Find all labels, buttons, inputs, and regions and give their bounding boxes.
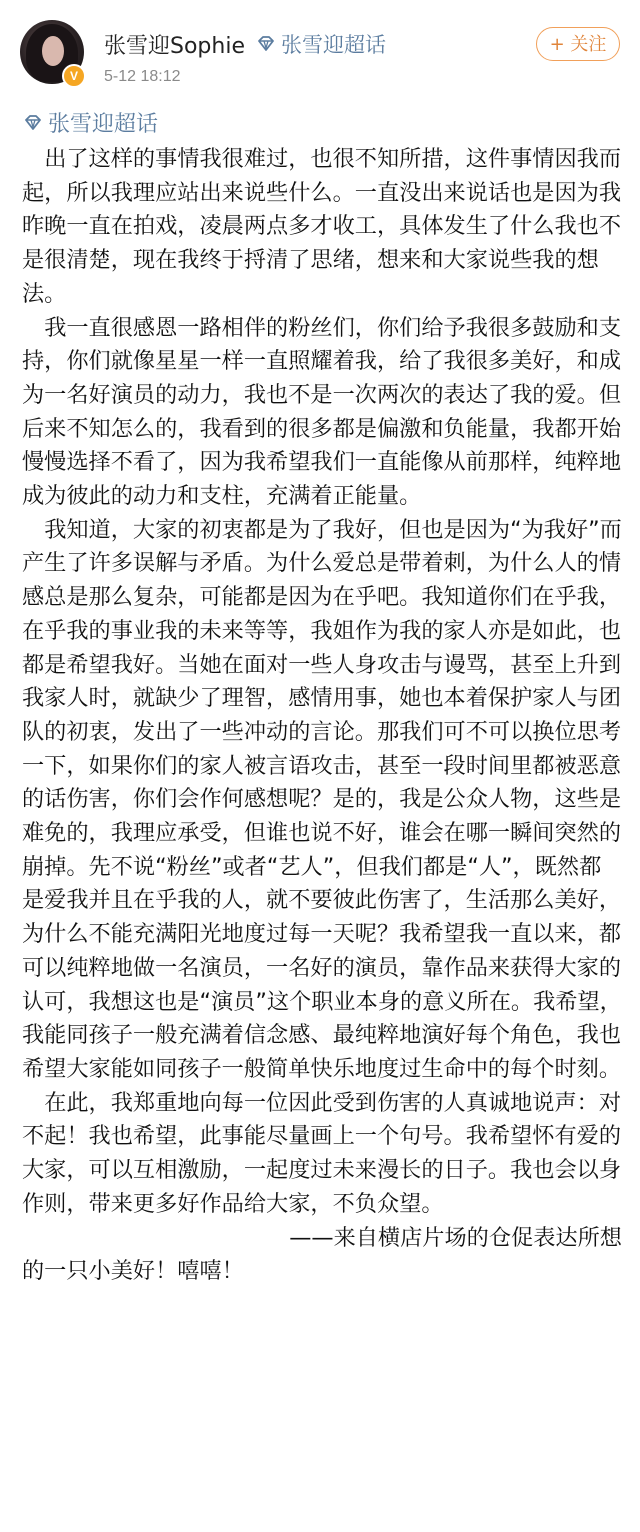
signature-line-2: 的一只小美好！嘻嘻！ [22,1258,244,1285]
post-timestamp: 5-12 18:12 [104,68,181,85]
signature-line-1: ——来自横店片场的仓促表达所想 [289,1224,622,1251]
paragraph-4: 在此，我郑重地向每一位因此受到伤害的人真诚地说声：对不起！我也希望，此事能尽量画上一个句号。我希望怀有爱的大家，可以互相激励，一起度过未来漫长的日子。我也会以身作则，带来更多好作品给大家，不负众望。 [22,1089,622,1217]
verified-badge-icon: V [62,64,86,88]
paragraph-3: 我知道，大家的初衷都是为了我好，但也是因为“为我好”而产生了许多误解与矛盾。为什么爱总是带着刺，为什么人的情感总是那么复杂，可能都是因为在乎吧。我知道你们在乎我，在乎我的事业我的未来等等，我姐作为我的家人亦是如此，也都是希望我好。当她在面对一些人身攻击与谩骂，甚至上升到我家人时，就缺少了理智，感情用事，她也本着保护家人与团队的初衷，发出了一些冲动的言论。那我们可不可以换位思考一下，如果你们的家人被言语攻击，甚至一段时间里都被恶意的话伤害，你们会作何感想呢？是的，我是公众人物，这些是难免的，我理应承受，但谁也说不好，谁会在哪一瞬间突然的崩掉。先不说“粉丝”或者“艺人”，但我们都是“人”，既然都是爱我并且在乎我的人，就不要彼此伤害了，生活那么美好，为什么不能充满阳光地度过每一天呢？我希望我一直以来，都可以纯粹地做一名演员，一名好的演员，靠作品来获得大家的认可，我想这也是“演员”这个职业本身的意义所在。我希望，我能同孩子一般充满着信念感、最纯粹地演好每个角色，我也希望大家能如同孩子一般简单快乐地度过生命中的每个时刻。 [22,516,622,1082]
topic-diamond-icon [22,112,44,134]
chaohua-link[interactable]: 张雪迎超话 [280,33,386,57]
post-header [0,0,640,100]
post-body [22,143,622,1289]
author-row [104,27,386,61]
avatar-face [42,36,64,66]
topic-tag[interactable] [22,107,158,138]
follow-button[interactable]: + 关注 [536,27,620,61]
topic-tag-label[interactable]: 张雪迎超话 [48,112,159,137]
chaohua-diamond-icon [255,33,277,55]
author-name[interactable]: 张雪迎Sophie [104,33,245,59]
paragraph-2: 我一直很感恩一路相伴的粉丝们，你们给予我很多鼓励和支持，你们就像星星一样一直照耀着我，给了我很多美好，和成为一名好演员的动力，我也不是一次两次的表达了我的爱。但后来不知怎么的，我看到的很多都是偏激和负能量，我都开始慢慢选择不看了，因为我希望我们一直能像从前那样，纯粹地成为彼此的动力和支柱，充满着正能量。 [22,314,622,510]
paragraph-1: 出了这样的事情我很难过，也很不知所措，这件事情因我而起，所以我理应站出来说些什么。一直没出来说话也是因为我昨晚一直在拍戏，凌晨两点多才收工，具体发生了什么我也不是很清楚，现在我终于捋清了思绪，想来和大家说些我的想法。 [22,146,622,307]
